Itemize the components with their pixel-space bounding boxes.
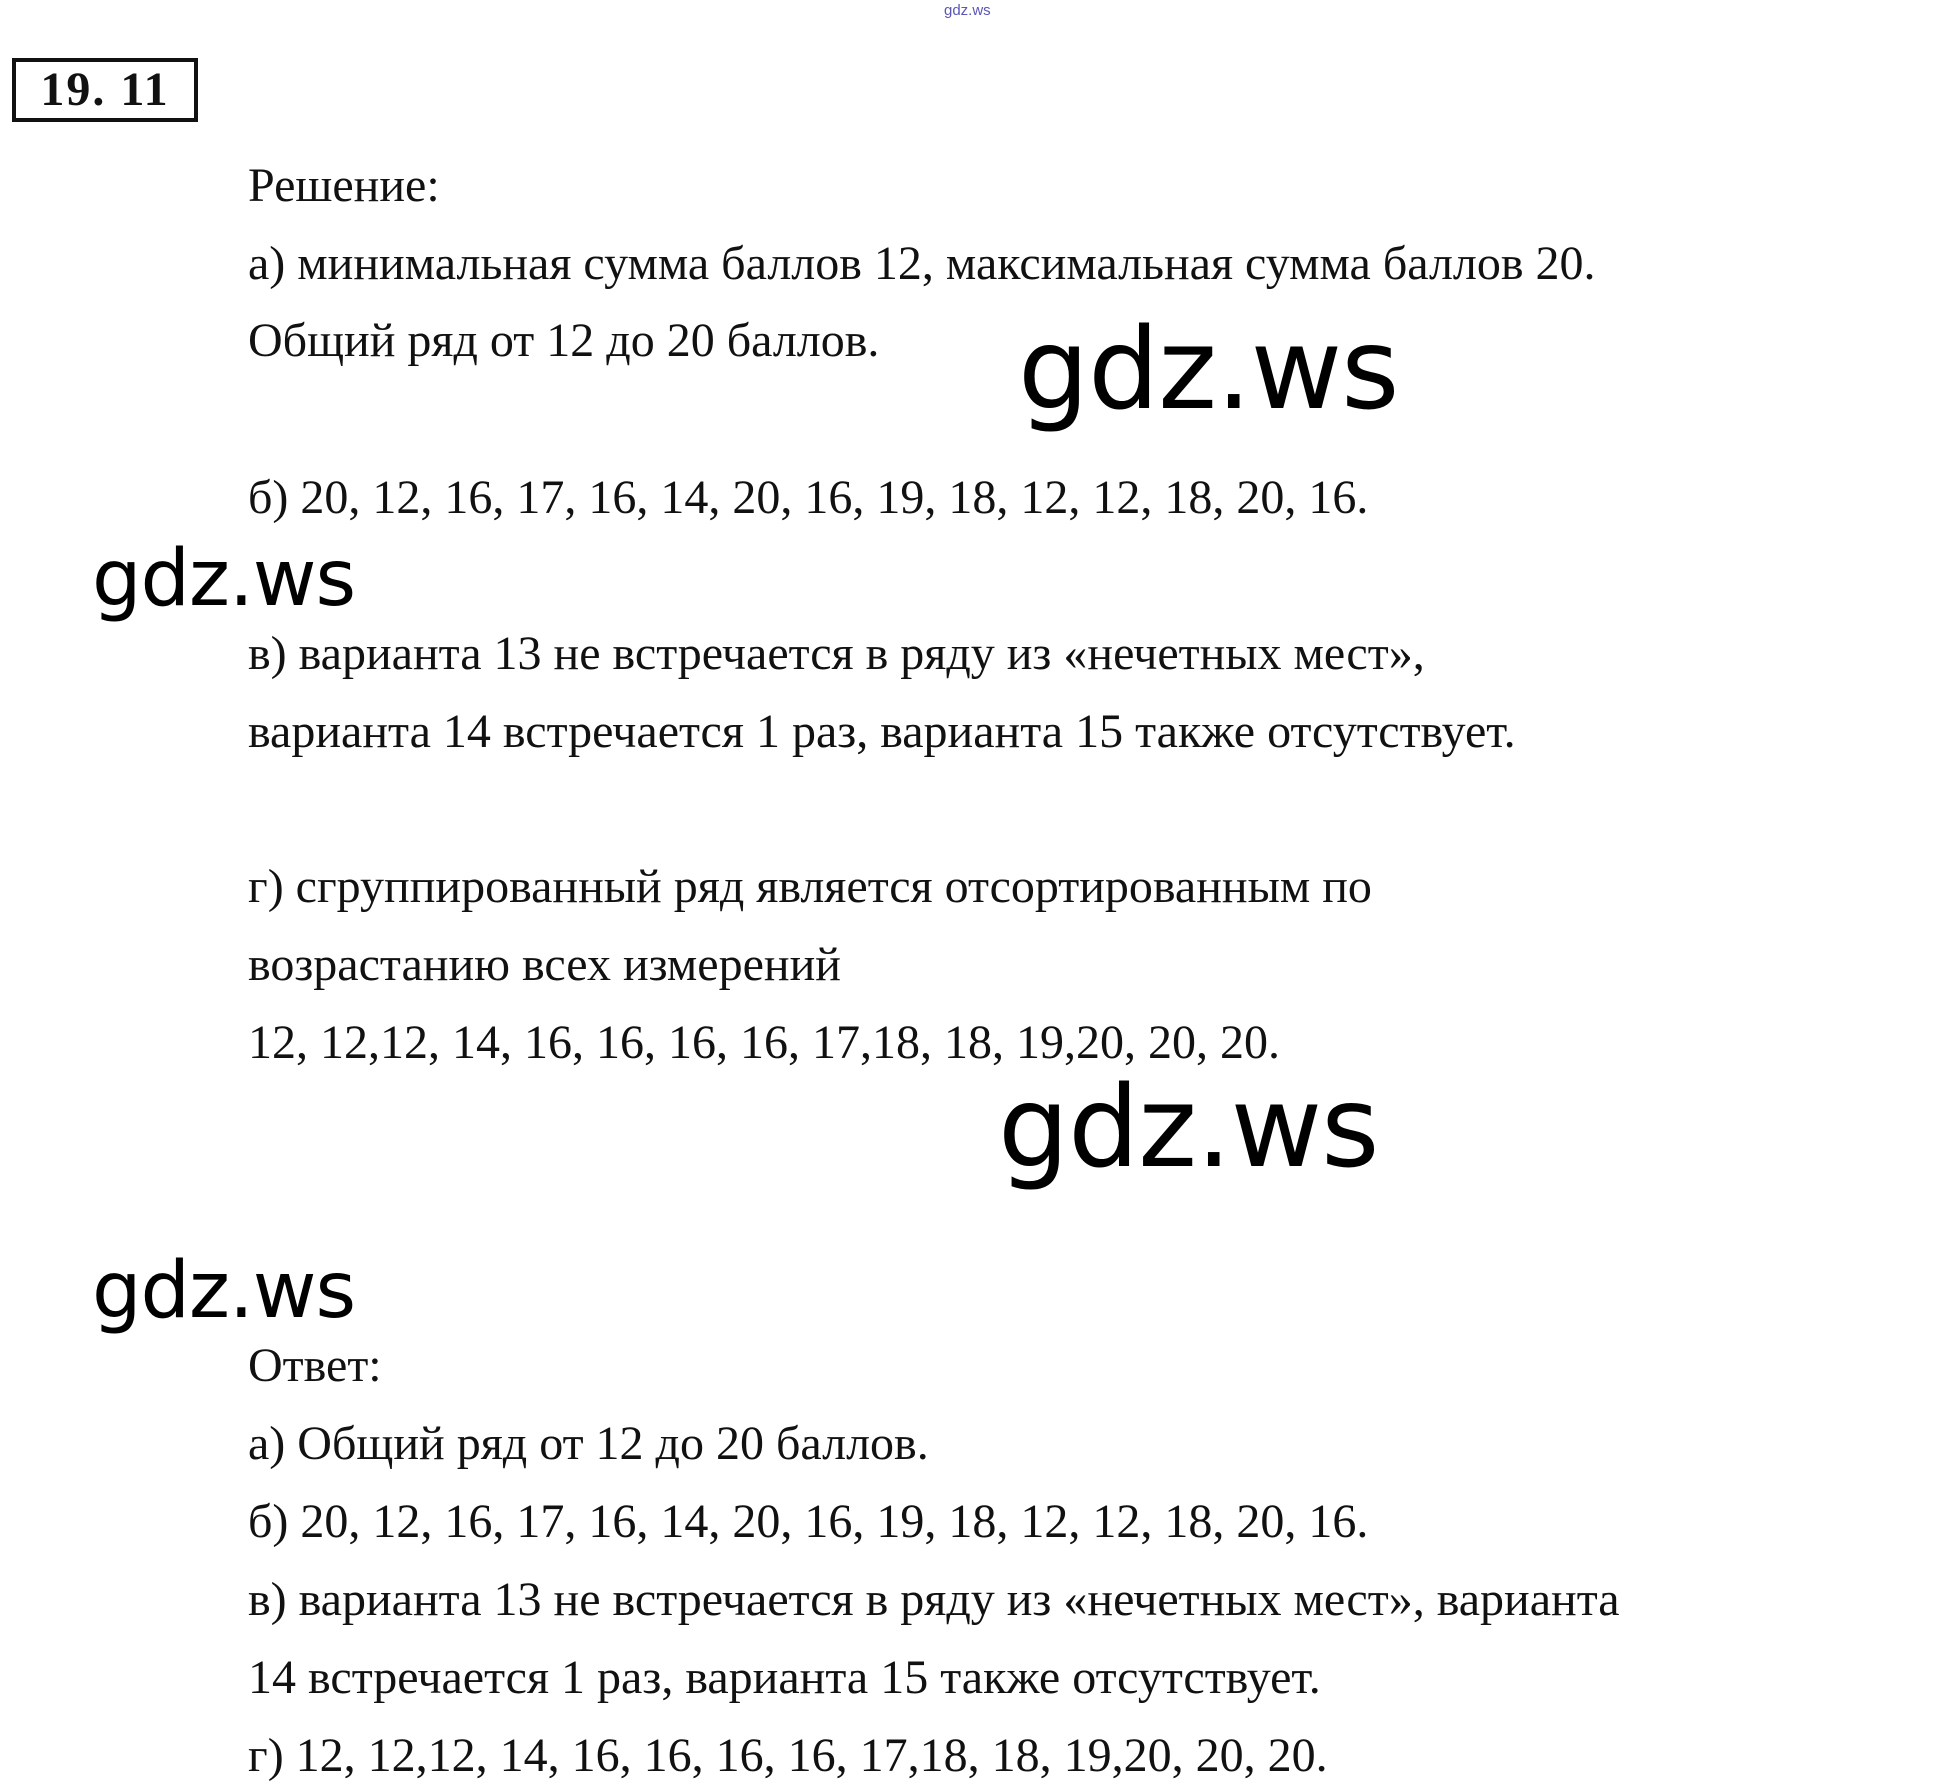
solution-heading: Решение: (248, 159, 440, 212)
answer-a: а) Общий ряд от 12 до 20 баллов. (248, 1417, 929, 1470)
watermark: gdz.ws (1018, 305, 1399, 435)
answer-b: б) 20, 12, 16, 17, 16, 14, 20, 16, 19, 18, 12, 12, 18, 20, 16. (248, 1495, 1369, 1548)
watermark: gdz.ws (92, 534, 356, 624)
solution-b: б) 20, 12, 16, 17, 16, 14, 20, 16, 19, 18, 12, 12, 18, 20, 16. (248, 471, 1369, 524)
top-watermark: gdz.ws (944, 2, 991, 19)
solution-a-line1: а) минимальная сумма баллов 12, максимальная сумма баллов 20. (248, 237, 1596, 290)
answer-v-line1: в) варианта 13 не встречается в ряду из «нечетных мест», варианта (248, 1573, 1620, 1626)
answer-v-line2: 14 встречается 1 раз, варианта 15 также отсутствует. (248, 1651, 1321, 1704)
watermark: gdz.ws (998, 1063, 1379, 1193)
solution-v-line2: варианта 14 встречается 1 раз, варианта 15 также отсутствует. (248, 705, 1516, 758)
solution-a-line2: Общий ряд от 12 до 20 баллов. (248, 314, 880, 367)
watermark: gdz.ws (92, 1246, 356, 1336)
solution-g-line2: возрастанию всех измерений (248, 938, 841, 991)
solution-v-line1: в) варианта 13 не встречается в ряду из «нечетных мест», (248, 627, 1425, 680)
solution-g-line1: г) сгруппированный ряд является отсортированным по (248, 860, 1372, 913)
solution-g-line3: 12, 12,12, 14, 16, 16, 16, 16, 17,18, 18, 19,20, 20, 20. (248, 1016, 1280, 1069)
answer-heading: Ответ: (248, 1339, 382, 1392)
answer-g: г) 12, 12,12, 14, 16, 16, 16, 16, 17,18, 18, 19,20, 20, 20. (248, 1729, 1328, 1782)
problem-number: 19. 11 (12, 58, 198, 122)
